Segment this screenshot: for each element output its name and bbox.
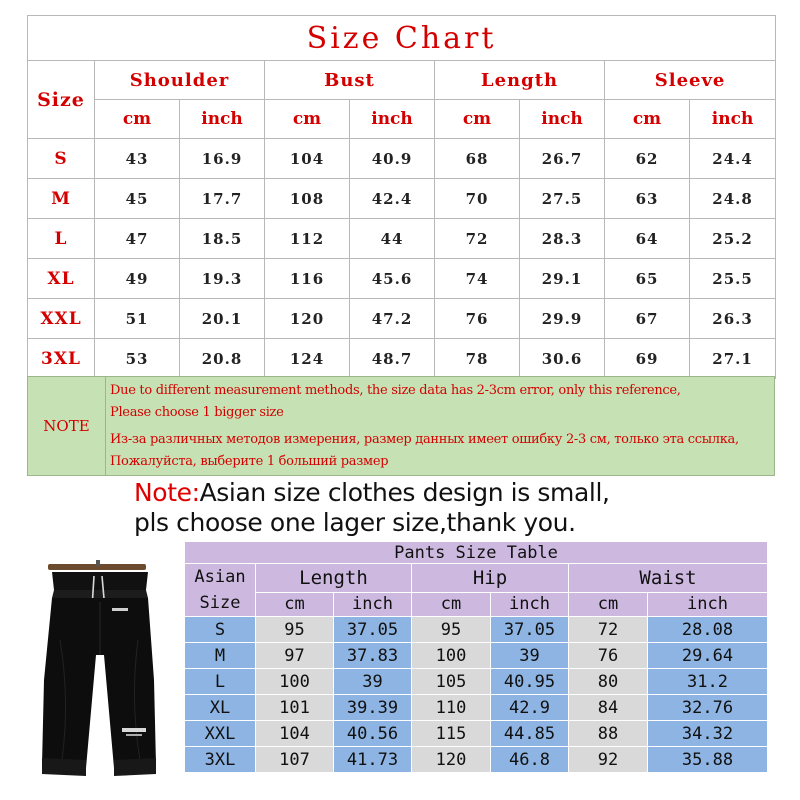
- table-row: [185, 617, 768, 643]
- black-jogger-pants-icon: [30, 560, 170, 785]
- unit-inch-header: inch: [491, 592, 569, 616]
- table-cell: 72: [435, 219, 520, 259]
- table-row: [28, 179, 776, 219]
- sleeve-header: Sleeve: [605, 61, 776, 100]
- table-row: [28, 299, 776, 339]
- size-chart-title: Size Chart: [28, 16, 776, 61]
- table-row: [28, 339, 776, 379]
- table-cell: 104: [265, 139, 350, 179]
- table-cell: 43: [95, 139, 180, 179]
- table-cell: 39: [491, 643, 569, 669]
- table-cell: 25.2: [690, 219, 776, 259]
- size-label: L: [185, 669, 256, 695]
- table-cell: 100: [412, 643, 491, 669]
- table-cell: 63: [605, 179, 690, 219]
- table-cell: 29.9: [520, 299, 605, 339]
- table-cell: 42.9: [491, 695, 569, 721]
- table-cell: 40.56: [334, 721, 412, 747]
- table-row: [28, 139, 776, 179]
- table-cell: 27.5: [520, 179, 605, 219]
- table-cell: 64: [605, 219, 690, 259]
- table-cell: 116: [265, 259, 350, 299]
- size-label: S: [185, 617, 256, 643]
- pants-waist-header: Waist: [569, 564, 768, 593]
- unit-inch-header: inch: [180, 100, 265, 139]
- table-cell: 92: [569, 747, 648, 773]
- table-cell: 16.9: [180, 139, 265, 179]
- table-cell: 101: [256, 695, 334, 721]
- table-cell: 120: [265, 299, 350, 339]
- table-cell: 27.1: [690, 339, 776, 379]
- size-label: 3XL: [185, 747, 256, 773]
- note-line-ru-2: Пожалуйста, выберите 1 больший размер: [110, 454, 389, 469]
- table-cell: 108: [265, 179, 350, 219]
- table-cell: 47.2: [350, 299, 435, 339]
- table-cell: 17.7: [180, 179, 265, 219]
- size-label: 3XL: [28, 339, 95, 379]
- table-row: [185, 747, 768, 773]
- table-cell: 37.83: [334, 643, 412, 669]
- table-cell: 112: [265, 219, 350, 259]
- table-cell: 65: [605, 259, 690, 299]
- table-cell: 35.88: [648, 747, 768, 773]
- table-cell: 29.1: [520, 259, 605, 299]
- asian-size-header-line-2: Size: [199, 593, 241, 613]
- unit-cm-header: cm: [569, 592, 648, 616]
- table-cell: 76: [569, 643, 648, 669]
- table-cell: 95: [412, 617, 491, 643]
- table-cell: 124: [265, 339, 350, 379]
- table-cell: 24.4: [690, 139, 776, 179]
- table-cell: 67: [605, 299, 690, 339]
- shoulder-header: Shoulder: [95, 61, 265, 100]
- table-cell: 24.8: [690, 179, 776, 219]
- table-row: [185, 695, 768, 721]
- table-cell: 32.76: [648, 695, 768, 721]
- table-cell: 39.39: [334, 695, 412, 721]
- table-cell: 49: [95, 259, 180, 299]
- unit-cm-header: cm: [412, 592, 491, 616]
- note-line-ru-1: Из-за различных методов измерения, размер данных имеет ошибку 2-3 см, только эта ссылка,: [110, 432, 739, 447]
- table-row: [185, 669, 768, 695]
- table-cell: 45: [95, 179, 180, 219]
- note-line-en-2: Please choose 1 bigger size: [110, 405, 284, 420]
- note-text: Asian size clothes design is small,: [199, 478, 610, 507]
- table-cell: 37.05: [491, 617, 569, 643]
- table-cell: 25.5: [690, 259, 776, 299]
- pants-size-table: [184, 541, 768, 773]
- table-cell: 31.2: [648, 669, 768, 695]
- unit-cm-header: cm: [265, 100, 350, 139]
- length-header: Length: [435, 61, 605, 100]
- table-cell: 48.7: [350, 339, 435, 379]
- table-cell: 34.32: [648, 721, 768, 747]
- table-cell: 46.8: [491, 747, 569, 773]
- note-label: NOTE: [28, 377, 106, 475]
- unit-inch-header: inch: [690, 100, 776, 139]
- table-cell: 70: [435, 179, 520, 219]
- size-label: XL: [28, 259, 95, 299]
- table-cell: 41.73: [334, 747, 412, 773]
- table-cell: 68: [435, 139, 520, 179]
- size-column-header: Size: [28, 61, 95, 139]
- table-cell: 26.7: [520, 139, 605, 179]
- table-cell: 105: [412, 669, 491, 695]
- table-cell: 20.1: [180, 299, 265, 339]
- asian-size-note-line-1: [134, 478, 610, 507]
- size-label: L: [28, 219, 95, 259]
- size-label: XXL: [185, 721, 256, 747]
- table-cell: 72: [569, 617, 648, 643]
- unit-inch-header: inch: [350, 100, 435, 139]
- table-cell: 45.6: [350, 259, 435, 299]
- table-cell: 80: [569, 669, 648, 695]
- table-cell: 30.6: [520, 339, 605, 379]
- table-cell: 28.3: [520, 219, 605, 259]
- table-row: [28, 259, 776, 299]
- table-cell: 74: [435, 259, 520, 299]
- unit-cm-header: cm: [256, 592, 334, 616]
- size-chart-table: [27, 15, 776, 379]
- table-cell: 26.3: [690, 299, 776, 339]
- table-cell: 120: [412, 747, 491, 773]
- size-label: XXL: [28, 299, 95, 339]
- pants-hip-header: Hip: [412, 564, 569, 593]
- asian-size-header: [185, 564, 256, 617]
- table-cell: 47: [95, 219, 180, 259]
- note-prefix: Note:: [134, 478, 200, 507]
- table-cell: 69: [605, 339, 690, 379]
- unit-inch-header: inch: [334, 592, 412, 616]
- table-cell: 62: [605, 139, 690, 179]
- unit-inch-header: inch: [648, 592, 768, 616]
- table-cell: 76: [435, 299, 520, 339]
- table-cell: 88: [569, 721, 648, 747]
- table-cell: 37.05: [334, 617, 412, 643]
- table-cell: 100: [256, 669, 334, 695]
- table-cell: 97: [256, 643, 334, 669]
- table-cell: 19.3: [180, 259, 265, 299]
- size-label: M: [185, 643, 256, 669]
- table-cell: 104: [256, 721, 334, 747]
- table-cell: 115: [412, 721, 491, 747]
- table-cell: 84: [569, 695, 648, 721]
- table-cell: 40.9: [350, 139, 435, 179]
- table-cell: 51: [95, 299, 180, 339]
- unit-cm-header: cm: [95, 100, 180, 139]
- table-row: [185, 643, 768, 669]
- table-cell: 44: [350, 219, 435, 259]
- table-cell: 28.08: [648, 617, 768, 643]
- table-row: [185, 721, 768, 747]
- asian-size-header-line-1: Asian: [194, 567, 246, 587]
- table-cell: 110: [412, 695, 491, 721]
- table-cell: 20.8: [180, 339, 265, 379]
- size-label: XL: [185, 695, 256, 721]
- table-cell: 42.4: [350, 179, 435, 219]
- note-box: [27, 376, 775, 476]
- bust-header: Bust: [265, 61, 435, 100]
- table-cell: 53: [95, 339, 180, 379]
- unit-cm-header: cm: [605, 100, 690, 139]
- pants-table-title: Pants Size Table: [185, 542, 768, 564]
- unit-inch-header: inch: [520, 100, 605, 139]
- note-line-en-1: Due to different measurement methods, the size data has 2-3cm error, only this reference,: [110, 383, 681, 398]
- table-cell: 95: [256, 617, 334, 643]
- table-cell: 44.85: [491, 721, 569, 747]
- table-cell: 107: [256, 747, 334, 773]
- table-cell: 18.5: [180, 219, 265, 259]
- asian-size-note-line-2: pls choose one lager size,thank you.: [134, 508, 576, 537]
- table-cell: 40.95: [491, 669, 569, 695]
- table-cell: 39: [334, 669, 412, 695]
- table-cell: 78: [435, 339, 520, 379]
- size-label: S: [28, 139, 95, 179]
- pants-length-header: Length: [256, 564, 412, 593]
- table-row: [28, 219, 776, 259]
- size-label: M: [28, 179, 95, 219]
- table-cell: 29.64: [648, 643, 768, 669]
- unit-cm-header: cm: [435, 100, 520, 139]
